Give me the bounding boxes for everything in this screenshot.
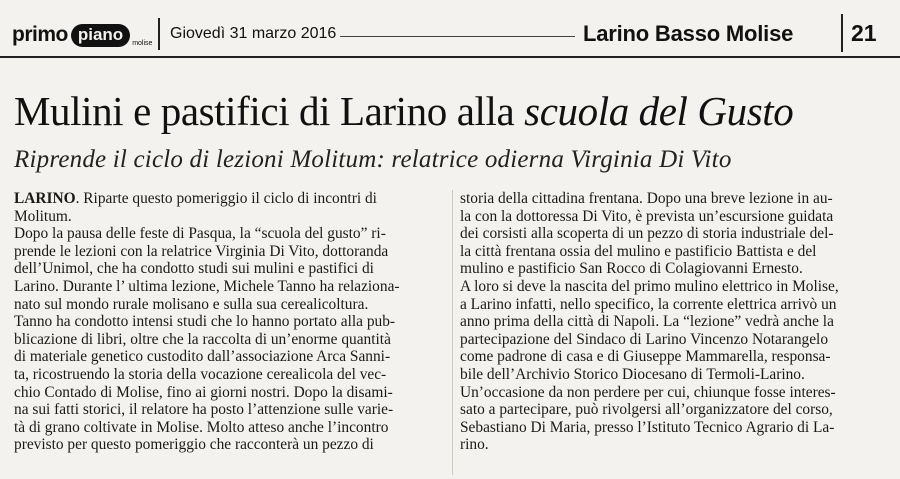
text-line: di materiale genetico custodito dall’associazione Arca Sanni-: [14, 348, 391, 366]
text-line: previsto per questo pomeriggio che racconterà un pezzo di: [14, 436, 374, 454]
masthead: [0, 0, 900, 58]
text-line: Tanno ha condotto intensi studi che lo hanno portato alla pub-: [14, 313, 396, 331]
header-rule: [340, 36, 575, 37]
text-line: Dopo la pausa delle feste di Pasqua, la “scuola del gusto” ri-: [14, 225, 386, 243]
newspaper-logo: [12, 22, 152, 48]
text-line: come padrone di casa e di Giuseppe Mammarella, responsa-: [460, 348, 831, 366]
text-line: dei corsisti alla scoperta di un pezzo di storia industriale del-: [460, 225, 834, 243]
logo-divider: [158, 18, 160, 50]
header-bottom-rule: [0, 56, 900, 58]
text-line: Un’occasione da non perdere per cui, chiunque fosse interes-: [460, 383, 836, 401]
text-line: dell’Unimol, che ha condotto studi sui mulini e pastifici di: [14, 260, 374, 278]
text-line: Larino. Durante l’ ultima lezione, Michele Tanno ha relaziona-: [14, 277, 400, 295]
text-line: la con la dottoressa Di Vito, è prevista un’escursione guidata: [460, 207, 834, 225]
text-line: rino.: [460, 436, 489, 454]
logo-molise-text: molise: [132, 40, 153, 47]
text-line: la città frentana ossia del mulino e pastificio Battista e del: [460, 242, 817, 260]
text-line: tà di grano coltivate in Molise. Molto atteso anche l’incontro: [14, 418, 389, 436]
dateline: LARINO: [14, 190, 76, 207]
logo-primo-text: primo: [12, 23, 68, 46]
text-line: sato a partecipare, può rivolgersi all’organizzatore del corso,: [460, 401, 833, 419]
text-line: A loro si deve la nascita del primo mulino elettrico in Molise,: [460, 277, 839, 295]
text-line: blicazione di libri, oltre che la raccolta di un’enorme quantità: [14, 330, 391, 348]
text-line: chio Contado di Molise, fino ai giorni nostri. Dopo la disami-: [14, 383, 393, 401]
page-number-divider: [841, 14, 843, 52]
text-line: a Larino infatti, nello specifico, la corrente elettrica arrivò un: [460, 295, 837, 313]
logo-piano-text: piano: [71, 24, 130, 47]
text-line: bile dell’Archivio Storico Diocesano di Termoli-Larino.: [460, 365, 805, 383]
text-line: Molitum.: [14, 207, 72, 225]
text-line: LARINO. Riparte questo pomeriggio il ciclo di incontri di: [14, 190, 377, 207]
text-line: nato sul mondo rurale molisano e sulla sua cerealicoltura.: [14, 295, 369, 313]
text-line: partecipazione del Sindaco di Larino Vincenzo Notarangelo: [460, 330, 829, 348]
page-number: 21: [851, 20, 877, 46]
text-line: prende le lezioni con la relatrice Virginia Di Vito, dottoranda: [14, 242, 389, 260]
text-line: anno prima della città di Napoli. La “lezione” vedrà anche la: [460, 313, 834, 331]
issue-date: Giovedì 31 marzo 2016: [170, 25, 337, 42]
headline-italic: scuola del Gusto: [524, 88, 794, 134]
article-subheadline: Riprende il ciclo di lezioni Molitum: relatrice odierna Virginia Di Vito: [14, 146, 732, 173]
article-column-left: [14, 190, 444, 454]
text-line: Sebastiano Di Maria, presso l’Istituto Tecnico Agrario di La-: [460, 418, 835, 436]
column-divider: [452, 190, 453, 475]
section-title: Larino Basso Molise: [583, 21, 794, 46]
headline-plain: Mulini e pastifici di Larino alla: [14, 88, 525, 134]
text-line: na sui fatti storici, il relatore ha posto l’attenzione sulle varie-: [14, 401, 394, 419]
article-headline: [14, 88, 894, 134]
article-column-right: [460, 190, 890, 454]
text-line: ta, ricostruendo la storia della vocazione cerealicola del vec-: [14, 365, 387, 383]
text-line: mulino e pastificio San Rocco di Colagiovanni Ernesto.: [460, 260, 803, 278]
text-line: storia della cittadina frentana. Dopo una breve lezione in au-: [460, 190, 833, 207]
